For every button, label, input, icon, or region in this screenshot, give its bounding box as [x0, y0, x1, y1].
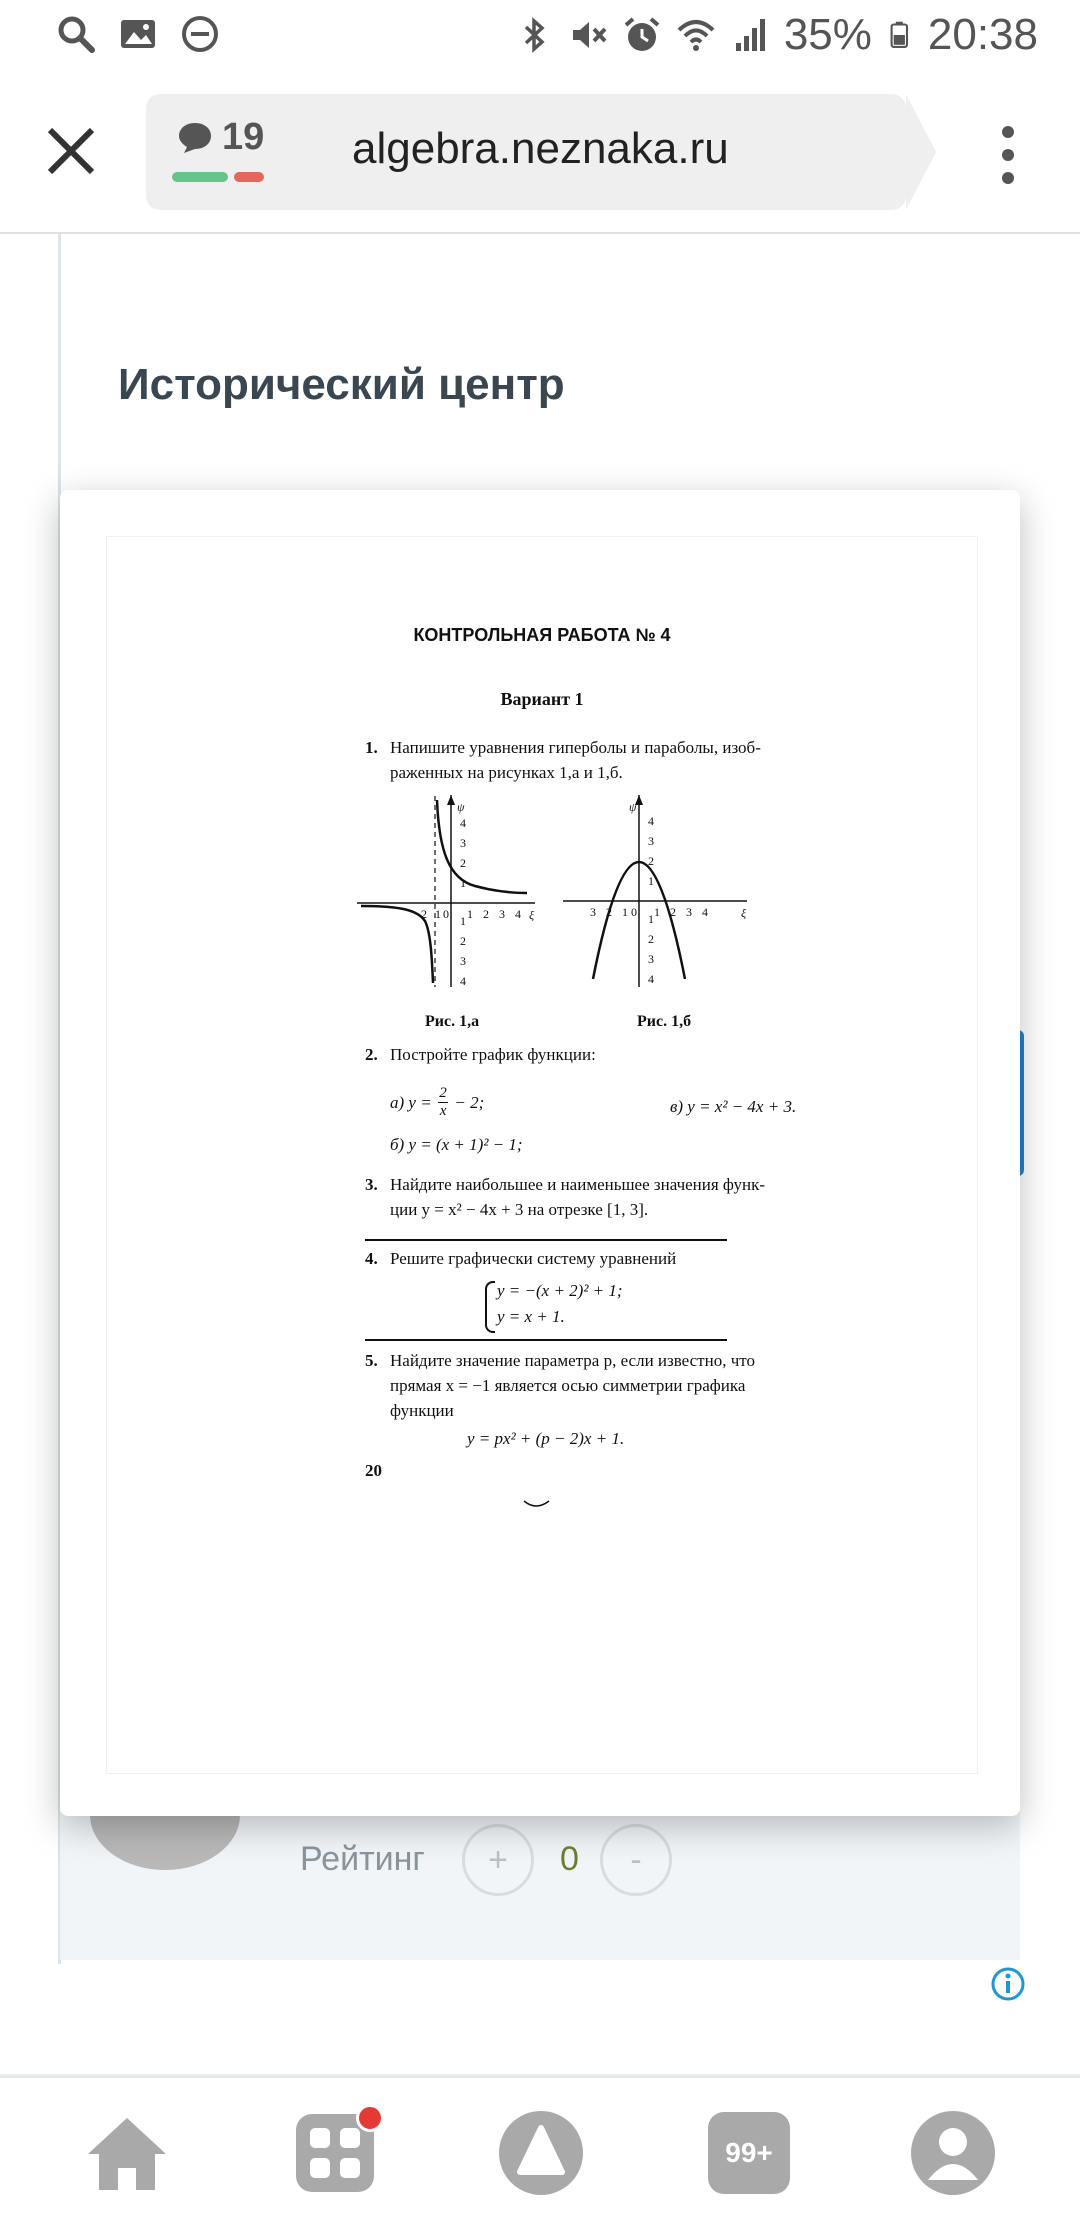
battery-percent: 35% — [783, 10, 872, 59]
comment-count: 19 — [222, 116, 265, 158]
fig1b-tick-x-neg: 3 — [590, 905, 596, 919]
q5-equation: y = px² + (p − 2)x + 1. — [467, 1429, 625, 1448]
alarm-icon — [622, 15, 662, 55]
scanned-worksheet — [106, 536, 978, 1774]
fig1a-tick-x-pos: 2 — [483, 907, 489, 921]
fig1b-tick-y-neg: 3 — [648, 952, 654, 966]
fig1b-tick-x-neg: 2 — [606, 905, 612, 919]
notifications-badge: 99+ — [708, 2112, 790, 2194]
q2-text: Постройте график функции: — [390, 1045, 596, 1064]
q2c-text: в) y = x² − 4x + 3. — [670, 1097, 797, 1116]
fig1a-tick-y-pos: 1 — [460, 876, 466, 890]
fig1a-x-label: ξ — [529, 908, 535, 922]
rating-value: 0 — [560, 1840, 579, 1878]
q1-line1: Напишите уравнения гиперболы и параболы, изоб- — [390, 738, 761, 757]
battery-icon — [886, 15, 914, 55]
fig1a-tick-zero: 0 — [443, 907, 449, 921]
status-bar — [0, 0, 1080, 72]
negative-bar — [234, 172, 264, 182]
rating-bars — [172, 172, 264, 182]
pen-mark — [522, 1497, 552, 1513]
q1-number: 1. — [365, 738, 378, 757]
clock: 20:38 — [927, 10, 1038, 59]
q2b-text: б) y = (x + 1)² − 1; — [390, 1135, 523, 1154]
q2a-line — [390, 1085, 484, 1120]
fig1b-tick-x-pos: 2 — [670, 905, 676, 919]
fig1a-tick-y-neg: 3 — [460, 954, 466, 968]
fig1a-tick-y-pos: 2 — [460, 856, 466, 870]
fig1a-y-arrow — [447, 795, 455, 805]
figures-graphs — [357, 791, 757, 991]
q2a-denominator: x — [439, 1103, 447, 1119]
fig1b-tick-x-pos: 4 — [702, 905, 708, 919]
q4-text: Решите графически систему уравнений — [390, 1249, 677, 1268]
gallery-icon — [118, 14, 158, 54]
fig1b-caption: Рис. 1,б — [637, 1013, 692, 1030]
browser-toolbar — [0, 72, 1080, 234]
fig1a-tick-x-pos: 3 — [499, 907, 505, 921]
wifi-icon — [676, 15, 716, 55]
divider — [365, 1339, 727, 1341]
do-not-disturb-icon — [180, 14, 220, 54]
q2-number: 2. — [365, 1045, 378, 1064]
fig1a-tick-y-neg: 4 — [460, 974, 466, 988]
fig1b-x-label: ξ — [741, 906, 747, 920]
fig1b-tick-x-pos: 1 — [654, 905, 660, 919]
mute-icon — [568, 15, 608, 55]
fig1b-tick-y-pos: 3 — [648, 834, 654, 848]
bluetooth-icon — [514, 15, 554, 55]
q2a-fraction — [438, 1085, 449, 1120]
fig1a-caption: Рис. 1,а — [425, 1013, 480, 1030]
signal-icon — [730, 15, 770, 55]
q5-line2: прямая x = −1 является осью симметрии графика — [390, 1376, 746, 1395]
fig1b-tick-zero: 0 — [631, 905, 637, 919]
divider — [365, 1239, 727, 1241]
q1-line2: раженных на рисунках 1,а и 1,б. — [390, 763, 623, 782]
profile-icon[interactable] — [908, 2108, 998, 2198]
q2a-prefix: а) y = — [390, 1092, 432, 1112]
fig1a-y-label: ψ — [457, 800, 465, 814]
chat-bubble-icon — [176, 120, 214, 156]
rating-label: Рейтинг — [300, 1840, 425, 1878]
ask-question-icon[interactable] — [496, 2108, 586, 2198]
q4-number: 4. — [365, 1249, 378, 1268]
home-icon[interactable] — [82, 2108, 172, 2198]
close-icon[interactable] — [40, 120, 102, 182]
fig1b-tick-y-pos: 1 — [648, 874, 654, 888]
fig1a-tick-x-neg: 1 — [435, 907, 441, 921]
q5-number: 5. — [365, 1351, 378, 1370]
fig1a-tick-y-neg: 2 — [460, 934, 466, 948]
notifications-button[interactable] — [704, 2108, 794, 2198]
figure-1a-hyperbola — [357, 795, 535, 988]
bottom-navigation — [0, 2076, 1080, 2222]
q4-equation-1: y = −(x + 2)² + 1; — [497, 1281, 623, 1300]
q3-line1: Найдите наибольшее и наименьшее значения функ- — [390, 1175, 766, 1194]
section-heading: Исторический центр — [118, 360, 565, 409]
doc-title: КОНТРОЛЬНАЯ РАБОТА № 4 — [413, 625, 671, 645]
fig1b-tick-y-neg: 2 — [648, 932, 654, 946]
rate-down-button[interactable]: - — [600, 1824, 672, 1896]
fig1a-tick-x-pos: 1 — [467, 907, 473, 921]
fig1b-tick-y-neg: 4 — [648, 972, 654, 986]
q2a-suffix: − 2; — [454, 1092, 485, 1112]
search-icon — [56, 14, 96, 54]
fig1b-tick-y-pos: 4 — [648, 814, 654, 828]
figure-1b-parabola — [563, 795, 747, 987]
rate-up-button[interactable]: + — [462, 1824, 534, 1896]
fig1a-tick-y-pos: 4 — [460, 816, 466, 830]
fig1b-tick-y-neg: 1 — [648, 912, 654, 926]
q5-line3: функции — [390, 1401, 454, 1420]
system-brace — [485, 1281, 495, 1333]
fig1b-y-label: ψ — [629, 800, 637, 814]
positive-bar — [172, 172, 228, 182]
more-options-icon[interactable] — [996, 124, 1020, 186]
fig1a-tick-y-neg: 1 — [460, 914, 466, 928]
info-icon[interactable] — [990, 1966, 1026, 2002]
q3-number: 3. — [365, 1175, 378, 1194]
comments-counter[interactable] — [176, 116, 264, 159]
q3-line2: ции y = x² − 4x + 3 на отрезке [1, 3]. — [390, 1200, 649, 1219]
doc-variant: Вариант 1 — [500, 689, 584, 709]
notification-dot — [356, 2104, 384, 2132]
url-text[interactable]: algebra.neznaka.ru — [352, 124, 729, 173]
q5-line1: Найдите значение параметра p, если известно, что — [390, 1351, 755, 1370]
address-bar[interactable] — [146, 94, 906, 210]
fig1a-tick-x-pos: 4 — [515, 907, 521, 921]
q4-equation-2: y = x + 1. — [497, 1307, 565, 1326]
fig1a-tick-y-pos: 3 — [460, 836, 466, 850]
apps-button[interactable] — [290, 2108, 380, 2198]
fig1b-tick-x-pos: 3 — [686, 905, 692, 919]
page-number: 20 — [365, 1461, 382, 1480]
fig1b-tick-y-pos: 2 — [648, 854, 654, 868]
fig1a-tick-x-neg: 2 — [421, 907, 427, 921]
fig1b-tick-x-neg: 1 — [622, 905, 628, 919]
q2a-numerator: 2 — [439, 1085, 447, 1101]
